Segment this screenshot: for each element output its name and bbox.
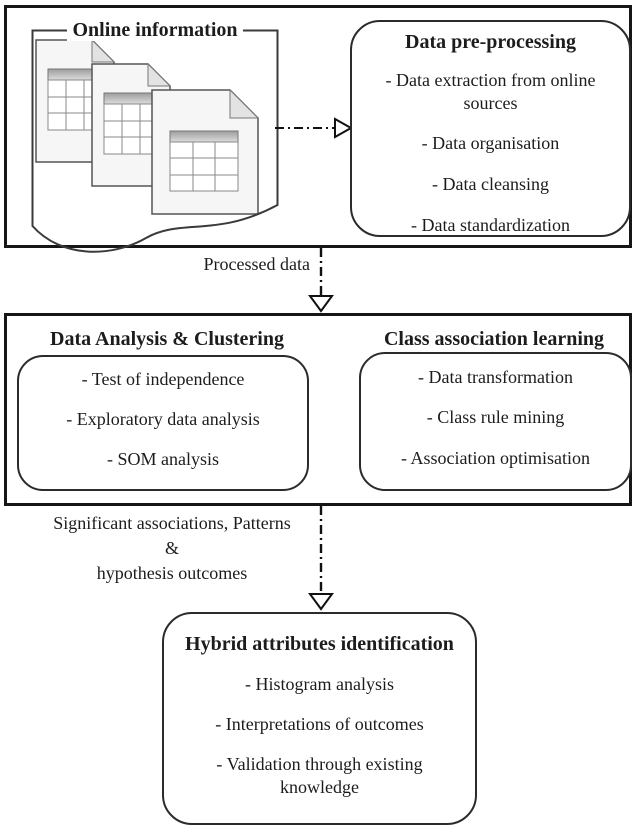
analysis-item: - Test of independence: [81, 369, 245, 389]
hybrid-item: - Validation through existing knowledge: [216, 754, 423, 797]
preprocessing-item: - Data extraction from online sources: [385, 70, 596, 113]
hybrid-item: - Interpretations of outcomes: [215, 714, 424, 734]
arrow-right-icon: [275, 114, 353, 142]
arrow-down-icon: [306, 506, 336, 612]
analysis-item: - Exploratory data analysis: [66, 409, 260, 429]
preprocessing-item: - Data standardization: [411, 215, 570, 235]
hybrid-item: - Histogram analysis: [245, 674, 394, 694]
document-shape-icon: [31, 29, 279, 255]
significant-associations-label: [26, 511, 318, 586]
label-line: hypothesis outcomes: [96, 563, 248, 583]
analysis-item: - SOM analysis: [107, 449, 219, 469]
middle-section-box: [4, 313, 632, 506]
preprocessing-title: Data pre-processing: [405, 31, 576, 53]
association-item: - Class rule mining: [426, 407, 565, 427]
preprocessing-box: [350, 20, 631, 237]
hybrid-box: [162, 612, 477, 825]
analysis-title: Data Analysis & Clustering: [50, 328, 284, 350]
preprocessing-item: - Data cleansing: [432, 174, 549, 194]
association-item: - Data transformation: [418, 367, 573, 387]
analysis-box: [17, 355, 309, 491]
label-line: Significant associations, Patterns: [53, 513, 291, 533]
preprocessing-item: - Data organisation: [421, 133, 560, 153]
association-box: [359, 352, 632, 491]
association-item: - Association optimisation: [401, 448, 590, 468]
hybrid-title: Hybrid attributes identification: [185, 633, 454, 655]
top-section-box: [4, 5, 632, 248]
online-information-title: Online information: [31, 17, 279, 43]
arrow-down-icon: [306, 248, 336, 314]
processed-data-label: Processed data: [203, 254, 310, 274]
label-line: &: [164, 538, 179, 558]
association-title: Class association learning: [383, 328, 605, 350]
